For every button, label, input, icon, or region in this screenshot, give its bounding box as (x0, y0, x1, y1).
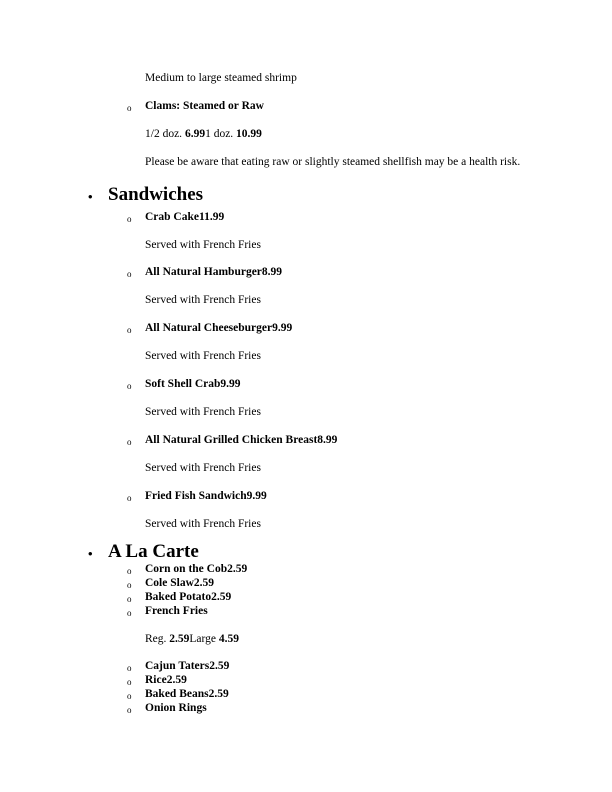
bullet-icon: o (127, 103, 132, 113)
item-name: All Natural Grilled Chicken Breast (145, 434, 318, 446)
shrimp-note: Medium to large steamed shrimp (145, 72, 297, 84)
item-price: 9.99 (272, 322, 293, 334)
menu-item-hamburger (145, 266, 282, 278)
menu-item-corn: Corn on the Cob2.59 (145, 563, 248, 575)
section-heading-sandwiches: Sandwiches (108, 184, 204, 205)
section-bullet-icon: • (88, 546, 93, 561)
section-bullet-icon: • (88, 189, 93, 204)
item-note: Served with French Fries (145, 350, 261, 362)
menu-item-crab-cake (145, 211, 224, 223)
fries-reg-price: 2.59 (169, 633, 190, 645)
clams-dozen-label: 1 doz. (205, 128, 237, 140)
menu-item-french-fries: French Fries (145, 605, 208, 617)
bullet-icon: o (127, 594, 132, 604)
bullet-icon: o (127, 691, 132, 701)
shellfish-warning: Please be aware that eating raw or slightly steamed shellfish may be a health risk. (145, 156, 521, 168)
menu-item-grilled-chicken (145, 434, 337, 446)
item-price: 8.99 (261, 266, 283, 278)
bullet-icon: o (127, 214, 132, 224)
bullet-icon: o (127, 580, 132, 590)
bullet-icon: o (127, 608, 132, 618)
item-price: 11.99 (199, 211, 225, 223)
clams-half-label: 1/2 doz. (145, 128, 185, 140)
clams-prices (145, 128, 262, 140)
menu-item-cheeseburger (145, 322, 292, 334)
bullet-icon: o (127, 325, 132, 335)
item-price: 9.99 (220, 378, 241, 390)
menu-item-soft-shell-crab (145, 378, 241, 390)
bullet-icon: o (127, 677, 132, 687)
clams-half-price: 6.99 (184, 128, 206, 140)
item-name: Fried Fish Sandwich (145, 490, 247, 502)
fries-large-price: 4.59 (218, 633, 240, 645)
menu-item-baked-beans: Baked Beans2.59 (145, 688, 229, 700)
bullet-icon: o (127, 437, 132, 447)
menu-item-cajun-taters: Cajun Taters2.59 (145, 660, 230, 672)
bullet-icon: o (127, 269, 132, 279)
fries-prices (145, 633, 239, 645)
item-note: Served with French Fries (145, 406, 261, 418)
item-name: All Natural Cheeseburger (145, 322, 273, 334)
item-name: Crab Cake (145, 211, 199, 223)
item-note: Served with French Fries (145, 518, 261, 530)
fries-large-label: Large (189, 633, 219, 645)
bullet-icon: o (127, 705, 132, 715)
menu-item-fried-fish (145, 490, 267, 502)
menu-item-clams: Clams: Steamed or Raw (145, 100, 264, 112)
item-note: Served with French Fries (145, 462, 261, 474)
item-price: 9.99 (246, 490, 267, 502)
item-note: Served with French Fries (145, 239, 261, 251)
bullet-icon: o (127, 381, 132, 391)
menu-item-rice: Rice2.59 (145, 674, 187, 686)
section-heading-a-la-carte: A La Carte (108, 541, 199, 562)
menu-item-cole-slaw: Cole Slaw2.59 (145, 577, 214, 589)
menu-item-onion-rings: Onion Rings (145, 702, 207, 714)
item-note: Served with French Fries (145, 294, 261, 306)
bullet-icon: o (127, 566, 132, 576)
bullet-icon: o (127, 663, 132, 673)
bullet-icon: o (127, 493, 132, 503)
fries-reg-label: Reg. (145, 633, 170, 645)
menu-item-baked-potato: Baked Potato2.59 (145, 591, 232, 603)
item-price: 8.99 (317, 434, 338, 446)
item-name: Soft Shell Crab (145, 378, 221, 390)
clams-dozen-price: 10.99 (236, 128, 262, 140)
item-name: All Natural Hamburger (145, 266, 262, 278)
